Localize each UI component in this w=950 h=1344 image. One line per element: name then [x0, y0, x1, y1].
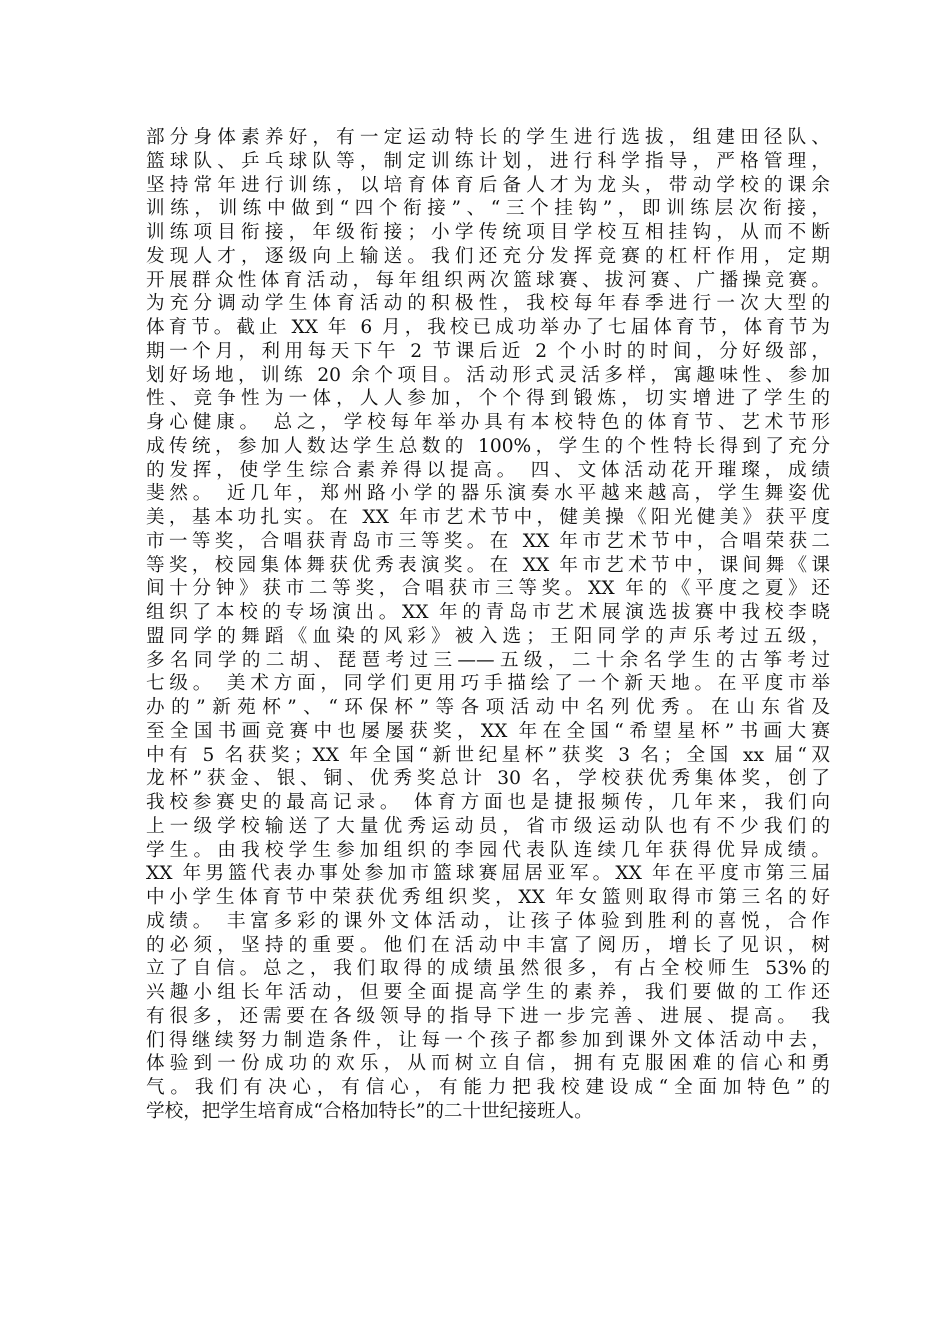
- text-line: 盟同学的舞蹈《血染的风彩》被入选；王阳同学的声乐考过五级，: [146, 625, 830, 647]
- text-line: 篮球队、乒乓球队等，制定训练计划，进行科学指导，严格管理，: [146, 150, 830, 172]
- body-text: [146, 126, 830, 1124]
- text-line: 间十分钟》获市二等奖，合唱获市三等奖。XX 年的《平度之夏》还: [146, 578, 830, 600]
- text-line: 气。我们有决心，有信心，有能力把我校建设成“全面加特色”的: [146, 1077, 830, 1098]
- text-line: 中小学生体育节中荣获优秀组织奖，XX 年女篮则取得市第三名的好: [146, 887, 830, 908]
- text-line: 体验到一份成功的欢乐，从而树立自信，拥有克服困难的信心和勇: [146, 1053, 830, 1075]
- text-line: 有很多，还需要在各级领导的指导下进一步完善、进展、提高。 我: [146, 1005, 830, 1027]
- text-line: 训练，训练中做到“四个衔接”、“三个挂钩”，即训练层次衔接，: [146, 198, 830, 220]
- text-line: 成传统，参加人数达学生总数的 100%，学生的个性特长得到了充分: [146, 435, 830, 457]
- text-line: 市一等奖，合唱获青岛市三等奖。在 XX 年市艺术节中，合唱荣获二: [146, 530, 830, 552]
- text-line: 办的”新苑杯”、“环保杯”等各项活动中名列优秀。在山东省及: [146, 697, 830, 718]
- text-line: 我校参赛史的最高记录。 体育方面也是捷报频传，几年来，我们向: [146, 792, 830, 813]
- text-line: 多名同学的二胡、琵琶考过三——五级，二十余名学生的古筝考过: [146, 649, 830, 671]
- text-line: 身心健康。 总之，学校每年举办具有本校特色的体育节、艺术节形: [146, 412, 830, 433]
- text-line: 成绩。 丰富多彩的课外文体活动，让孩子体验到胜利的喜悦，合作: [146, 910, 830, 932]
- text-line: 学生。由我校学生参加组织的李园代表队连续几年获得优异成绩。: [146, 839, 830, 861]
- text-line: 上一级学校输送了大量优秀运动员，省市级运动队也有不少我们的: [146, 815, 830, 837]
- text-line: 性、竞争性为一体，人人参加，个个得到锻炼，切实增进了学生的: [146, 388, 830, 410]
- text-line: 体育节。截止 XX 年 6 月，我校已成功举办了七届体育节，体育节为: [146, 317, 830, 338]
- text-line: 部分身体素养好，有一定运动特长的学生进行选拔，组建田径队、: [146, 127, 830, 148]
- text-line: 期一个月，利用每天下午 2 节课后近 2 个小时的时间，分好级部，: [146, 340, 830, 362]
- text-line: 立了自信。总之，我们取得的成绩虽然很多，有占全校师生 53%的: [146, 958, 830, 980]
- text-line: 的发挥，使学生综合素养得以提高。 四、文体活动花开璀璨，成绩: [146, 459, 830, 481]
- text-line: 的必须，坚持的重要。他们在活动中丰富了阅历，增长了见识，树: [146, 934, 830, 956]
- text-line: 开展群众性体育活动，每年组织两次篮球赛、拔河赛、广播操竞赛。: [146, 269, 830, 291]
- text-line: 斐然。 近几年，郑州路小学的器乐演奏水平越来越高，学生舞姿优: [146, 483, 830, 505]
- text-line: 训练项目衔接，年级衔接；小学传统项目学校互相挂钩，从而不断: [146, 222, 830, 243]
- text-line: 美，基本功扎实。在 XX 年市艺术节中，健美操《阳光健美》获平度: [146, 507, 830, 528]
- text-line: 坚持常年进行训练，以培育体育后备人才为龙头，带动学校的课余: [146, 174, 830, 196]
- text-line: 们得继续努力制造条件，让每一个孩子都参加到课外文体活动中去，: [146, 1029, 830, 1051]
- text-line: 为充分调动学生体育活动的积极性，我校每年春季进行一次大型的: [146, 293, 830, 315]
- text-line: 学校，把学生培育成“合格加特长”的二十世纪接班人。: [146, 1100, 593, 1122]
- text-line: XX 年男篮代表办事处参加市篮球赛屈居亚军。XX 年在平度市第三届: [146, 863, 830, 885]
- text-line: 至全国书画竞赛中也屡屡获奖，XX 年在全国“希望星杯”书画大赛: [146, 720, 830, 742]
- text-line: 龙杯”获金、银、铜、优秀奖总计 30 名，学校获优秀集体奖，创了: [146, 768, 830, 790]
- text-line: 发现人才，逐级向上输送。我们还充分发挥竞赛的杠杆作用，定期: [146, 245, 830, 267]
- text-line: 七级。 美术方面，同学们更用巧手描绘了一个新天地。在平度市举: [146, 673, 830, 695]
- text-line: 中有 5 名获奖；XX 年全国“新世纪星杯”获奖 3 名；全国 xx 届“双: [146, 744, 830, 766]
- text-line: 等奖，校园集体舞获优秀表演奖。在 XX 年市艺术节中，课间舞《课: [146, 554, 830, 576]
- text-line: 划好场地，训练 20 余个项目。活动形式灵活多样，寓趣味性、参加: [146, 364, 830, 386]
- text-line: 组织了本校的专场演出。XX 年的青岛市艺术展演选拔赛中我校李晓: [146, 602, 830, 623]
- text-line: 兴趣小组长年活动，但要全面提高学生的素养，我们要做的工作还: [146, 982, 830, 1003]
